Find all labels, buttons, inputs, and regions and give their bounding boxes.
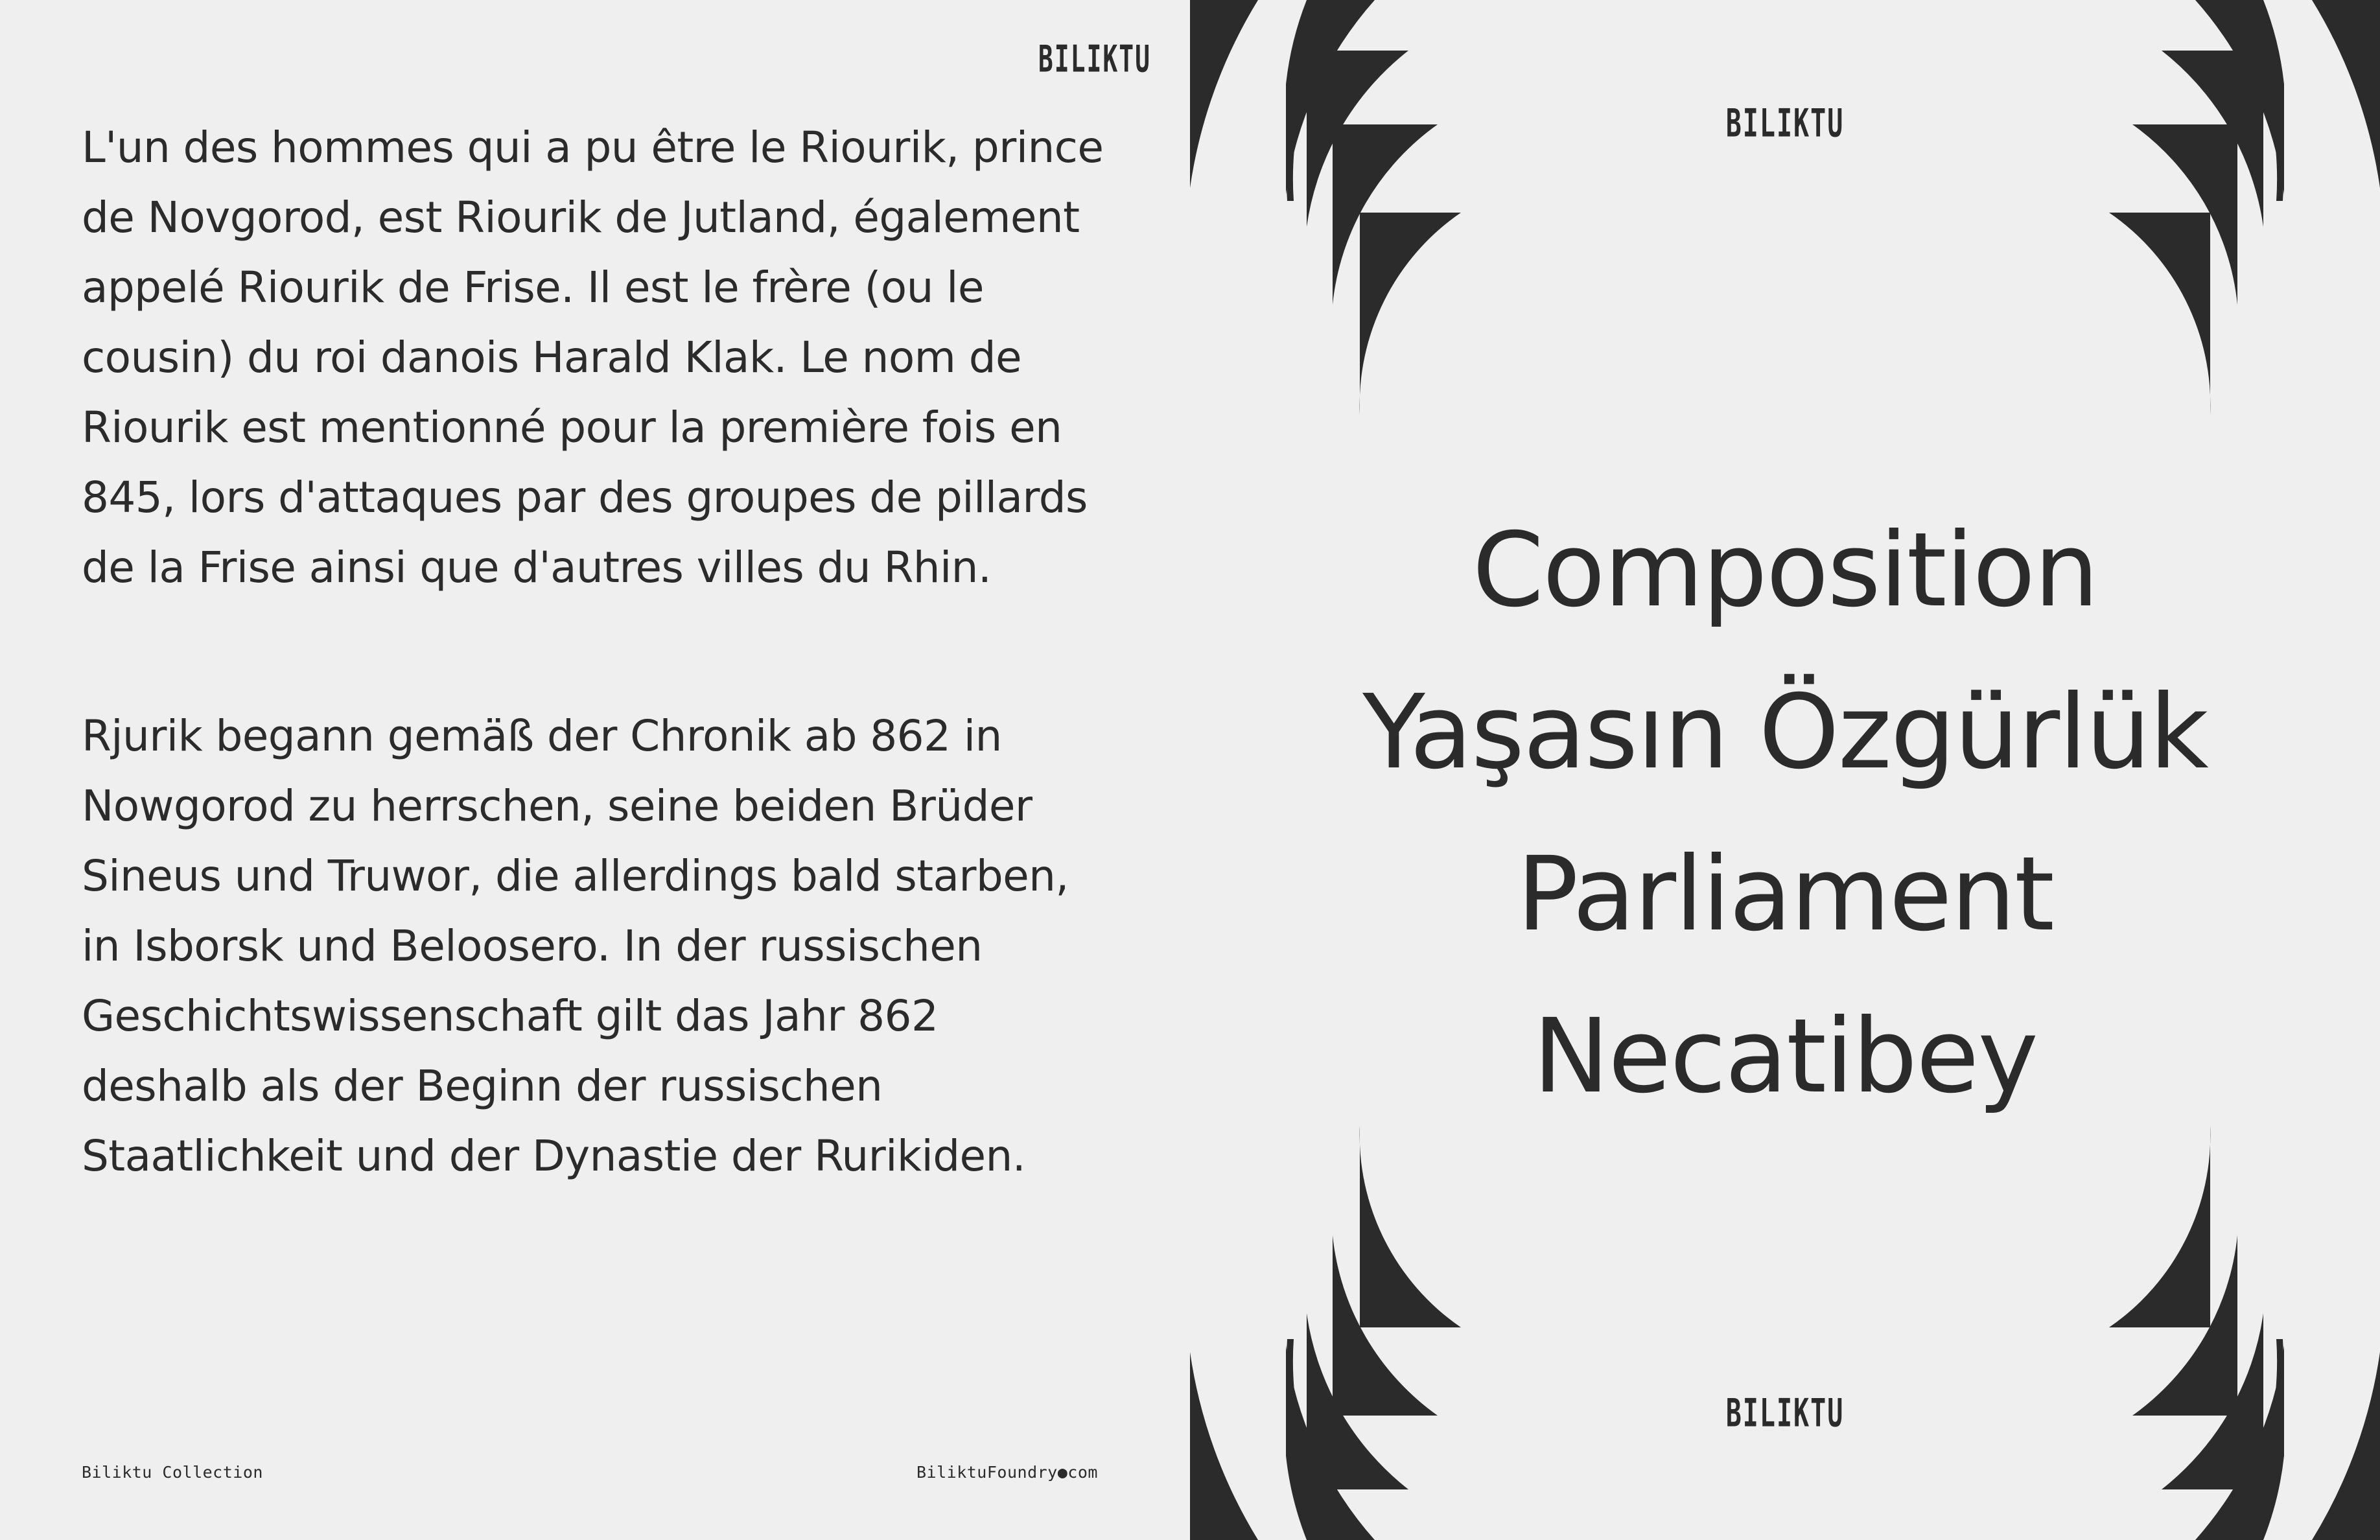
text-line: Riourik est mentionné pour la première fois en xyxy=(82,402,1062,452)
text-line: de Novgorod, est Riourik de Jutland, également xyxy=(82,192,1080,242)
text-line: deshalb als der Beginn der russischen xyxy=(82,1061,883,1111)
title-line-necatibey: Necatibey xyxy=(1533,997,2037,1116)
right-page xyxy=(1190,0,2380,1540)
text-line: Sineus und Truwor, die allerdings bald starben, xyxy=(82,851,1069,901)
text-line: in Isborsk und Beloosero. In der russischen xyxy=(82,921,983,971)
footer-collection-label: Biliktu Collection xyxy=(82,1463,263,1482)
title-line-parliament: Parliament xyxy=(1517,835,2053,954)
text-line: Rjurik begann gemäß der Chronik ab 862 in xyxy=(82,711,1002,761)
text-line: de la Frise ainsi que d'autres villes du Rhin. xyxy=(82,542,992,592)
text-line: Staatlichkeit und der Dynastie der Rurikiden. xyxy=(82,1131,1026,1181)
biliktu-logo-bottom xyxy=(1190,1391,2380,1436)
footer-website-label: BiliktuFoundry●com xyxy=(916,1463,1098,1482)
german-paragraph xyxy=(82,701,1145,1191)
text-line: Geschichtswissenschaft gilt das Jahr 862 xyxy=(82,991,939,1041)
specimen-title-block xyxy=(1190,489,2380,1138)
french-paragraph xyxy=(82,113,1145,603)
text-line: 845, lors d'attaques par des groupes de pillards xyxy=(82,472,1088,522)
biliktu-logo-top xyxy=(1190,101,2380,146)
text-line: cousin) du roi danois Harald Klak. Le nom de xyxy=(82,332,1021,382)
text-line: appelé Riourik de Frise. Il est le frère (ou le xyxy=(82,262,984,312)
text-line: L'un des hommes qui a pu être le Riourik, prince xyxy=(82,122,1104,172)
text-line: Nowgorod zu herrschen, seine beiden Brüder xyxy=(82,781,1032,831)
logo-text: BILIKTU xyxy=(1725,1391,1845,1436)
logo-text: BILIKTU xyxy=(1725,101,1845,146)
title-line-yasasin: Yaşasın Özgürlük xyxy=(1362,673,2208,792)
biliktu-logo: BILIKTU xyxy=(1038,38,1151,80)
title-line-composition: Composition xyxy=(1472,511,2098,630)
